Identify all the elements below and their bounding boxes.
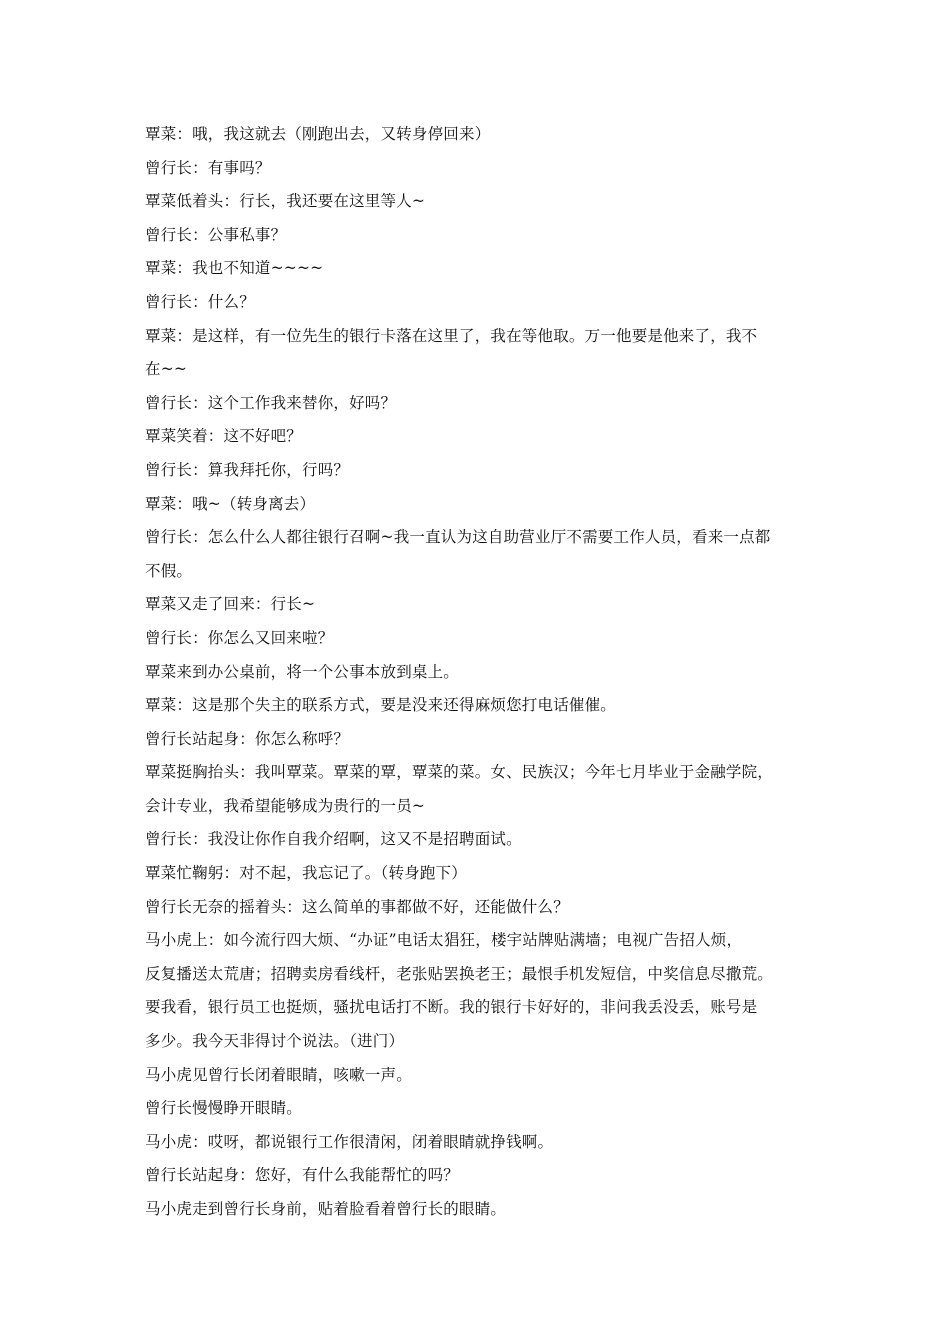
- text-line: 马小虎走到曾行长身前，贴着脸看着曾行长的眼睛。: [145, 1200, 507, 1218]
- text-line: 马小虎：哎呀，都说银行工作很清闲，闭着眼睛就挣钱啊。: [145, 1132, 554, 1151]
- text-line: 曾行长站起身：你怎么称呼？: [145, 729, 350, 748]
- text-line: 覃菜：我也不知道~~~~: [145, 259, 324, 278]
- text-line: 曾行长：算我拜托你，行吗？: [145, 460, 350, 479]
- text-line: 覃菜来到办公桌前，将一个公事本放到桌上。: [145, 662, 460, 681]
- text-line: 马小虎见曾行长闭着眼睛，咳嗽一声。: [145, 1065, 412, 1084]
- text-line: 覃菜：是这样，有一位先生的银行卡落在这里了，我在等他取。万一他要是他来了，我不: [145, 326, 758, 345]
- text-line: 曾行长：这个工作我来替你，好吗？: [145, 393, 397, 412]
- text-line: 不假。: [145, 561, 193, 580]
- text-line: 在~~: [145, 360, 188, 379]
- text-line: 曾行长：你怎么又回来啦？: [145, 628, 334, 647]
- text-line: 曾行长：有事吗？: [145, 158, 271, 177]
- text-line: 覃菜忙鞠躬：对不起，我忘记了。（转身跑下）: [145, 864, 467, 883]
- text-line: 覃菜挺胸抬头：我叫覃菜。覃菜的覃，覃菜的菜。女、民族汉；今年七月毕业于金融学院，: [145, 763, 774, 782]
- text-line: 覃菜：哦，我这就去（刚跑出去，又转身停回来）: [145, 125, 491, 143]
- text-line: 多少。我今天非得讨个说法。（进门）: [145, 1032, 405, 1051]
- text-line: 曾行长站起身：您好，有什么我能帮忙的吗？: [145, 1166, 460, 1185]
- text-line: 覃菜：哦~（转身离去）: [145, 494, 316, 513]
- text-line: 会计专业，我希望能够成为贵行的一员~: [145, 796, 426, 815]
- text-line: 曾行长：我没让你作自我介绍啊，这又不是招聘面试。: [145, 830, 522, 849]
- text-line: 曾行长：公事私事？: [145, 225, 287, 244]
- text-line: 曾行长无奈的摇着头：这么简单的事都做不好，还能做什么？: [145, 897, 569, 916]
- text-line: 曾行长：怎么什么人都往银行召啊~我一直认为这自助营业厅不需要工作人员，看来一点都: [145, 528, 771, 547]
- text-line: 覃菜又走了回来：行长~: [145, 595, 316, 614]
- text-line: 覃菜：这是那个失主的联系方式，要是没来还得麻烦您打电话催催。: [145, 696, 617, 715]
- text-line: 覃菜笑着：这不好吧？: [145, 427, 303, 446]
- text-line: 要我看，银行员工也挺烦，骚扰电话打不断。我的银行卡好好的，非问我丢没丢，账号是: [145, 998, 758, 1017]
- text-line: 马小虎上：如今流行四大烦、“办证”电话太猖狂，楼宇站牌贴满墙；电视广告招人烦，: [145, 931, 743, 950]
- script-text: [145, 118, 810, 1227]
- text-line: 反复播送太荒唐；招聘卖房看线杆，老张贴罢换老王；最恨手机发短信，中奖信息尽撒荒。: [145, 964, 774, 983]
- text-line: 曾行长慢慢睁开眼睛。: [145, 1099, 303, 1118]
- text-line: 覃菜低着头：行长，我还要在这里等人~: [145, 192, 426, 211]
- text-line: 曾行长：什么？: [145, 292, 255, 311]
